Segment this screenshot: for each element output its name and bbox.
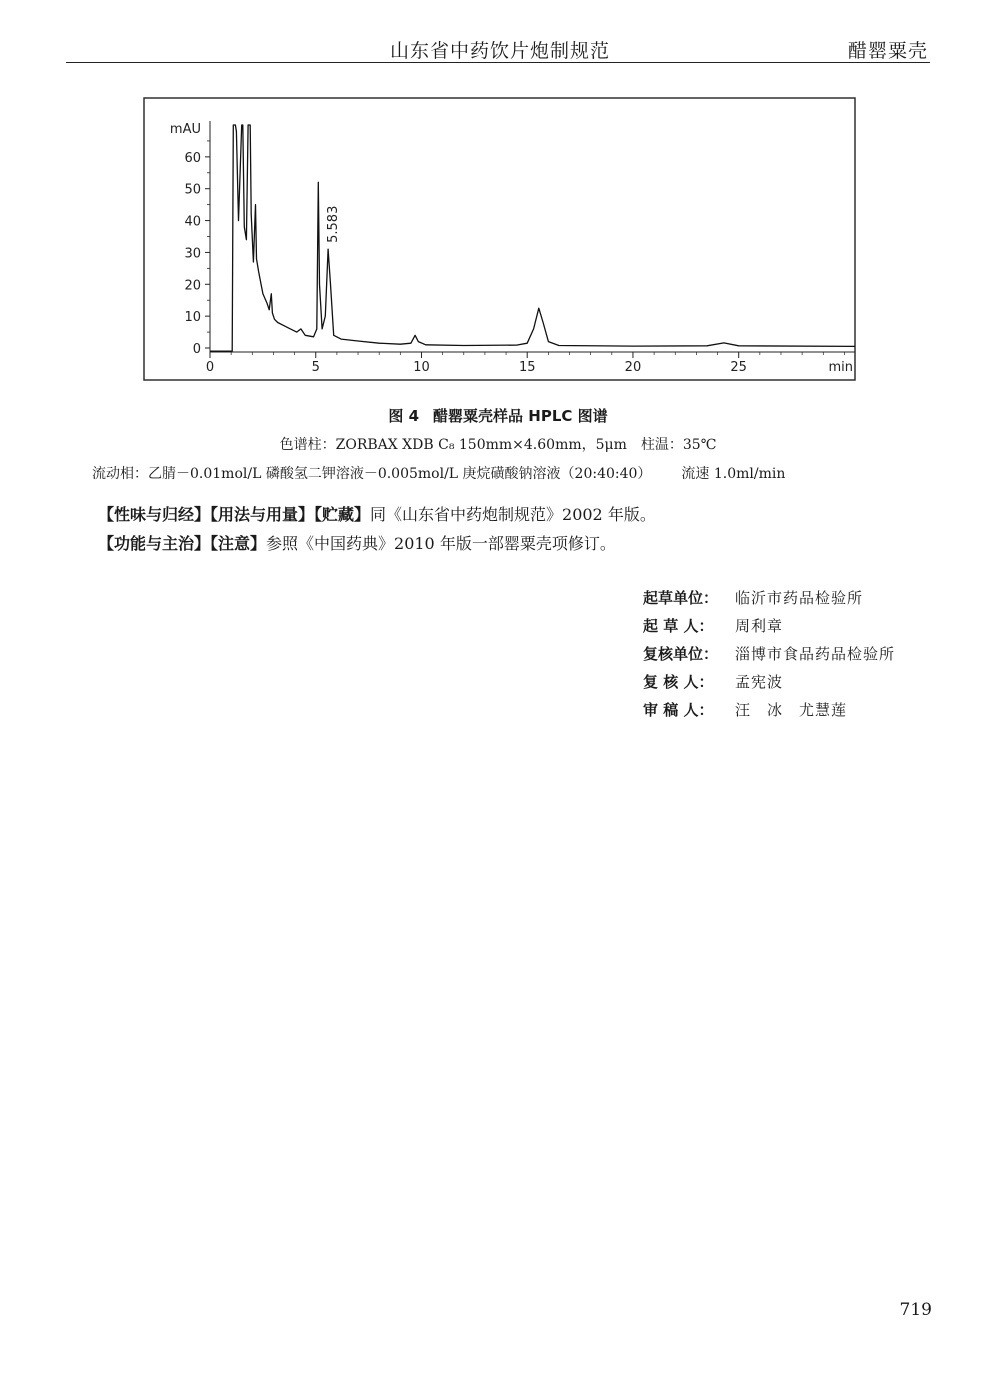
hplc-chromatogram xyxy=(140,95,860,385)
figure-number: 图 4 xyxy=(388,407,420,425)
paragraph-storage-label: 【性味与归经】【用法与用量】【贮藏】 xyxy=(98,505,371,524)
x-tick-label: 10 xyxy=(413,360,430,375)
y-tick-label: 30 xyxy=(184,246,201,262)
page-number: 719 xyxy=(899,1300,932,1320)
y-tick-label: 0 xyxy=(192,342,201,357)
paragraph-function-text: 参照《中国药典》2010 年版一部罂粟壳项修订。 xyxy=(266,534,616,553)
signoff-label: 复 核 人： xyxy=(643,673,714,691)
signoff-value: 周利章 xyxy=(735,617,784,635)
signoff-label: 起草单位： xyxy=(643,589,719,607)
signoff-row xyxy=(643,587,943,608)
figure-caption-column: 色谱柱：ZORBAX XDB C₈ 150mm×4.60mm，5μm 柱温：35℃ xyxy=(279,437,717,453)
signoff-label: 审 稿 人： xyxy=(643,701,714,719)
signoff-value: 孟宪波 xyxy=(735,673,784,691)
x-tick-label: 25 xyxy=(730,360,747,375)
y-tick-label: 20 xyxy=(184,278,201,294)
figure-title: 醋罂粟壳样品 HPLC 图谱 xyxy=(433,407,608,425)
header-rule xyxy=(66,62,930,63)
mobile-phase-text: 流动相：乙腈－0.01mol/L 磷酸氢二钾溶液－0.005mol/L 庚烷磺酸钠溶液（20:40:40） xyxy=(92,466,652,482)
x-tick-label: 20 xyxy=(624,360,642,375)
signoff-value: 临沂市药品检验所 xyxy=(735,589,864,607)
running-header-entry-title: 醋罂粟壳 xyxy=(847,40,928,62)
y-tick-label: 40 xyxy=(184,214,201,230)
y-tick-label: 50 xyxy=(184,182,201,198)
y-tick-label: 10 xyxy=(184,310,201,326)
running-header-book-title: 山东省中药饮片炮制规范 xyxy=(389,40,610,62)
figure-caption-mobile-phase xyxy=(92,463,922,483)
signoff-label: 复核单位： xyxy=(643,645,719,663)
paragraph-function xyxy=(98,531,616,554)
paragraph-function-label: 【功能与主治】【注意】 xyxy=(98,534,267,553)
signoff-row xyxy=(643,615,943,636)
x-tick-label: 5 xyxy=(311,360,320,375)
y-tick-label: 60 xyxy=(184,150,201,166)
paragraph-storage-text: 同《山东省中药炮制规范》2002 年版。 xyxy=(370,505,656,524)
flow-rate-text: 流速 1.0ml/min xyxy=(681,466,786,482)
signoff-label: 起 草 人： xyxy=(643,617,714,635)
x-tick-label: 15 xyxy=(518,360,536,375)
chromatogram-trace xyxy=(210,125,855,351)
signoff-row xyxy=(643,643,943,664)
figure-caption-title xyxy=(0,405,996,426)
signoff-row xyxy=(643,671,943,692)
signoff-value: 汪 冰 尤慧莲 xyxy=(735,701,848,719)
peak-retention-label: 5.583 xyxy=(326,205,342,243)
y-axis-title: mAU xyxy=(169,122,201,137)
signoff-row xyxy=(643,699,943,720)
paragraph-storage xyxy=(98,502,656,525)
x-axis-title: min xyxy=(828,360,853,375)
x-tick-label: 0 xyxy=(205,360,215,375)
signoff-value: 淄博市食品药品检验所 xyxy=(735,645,896,663)
